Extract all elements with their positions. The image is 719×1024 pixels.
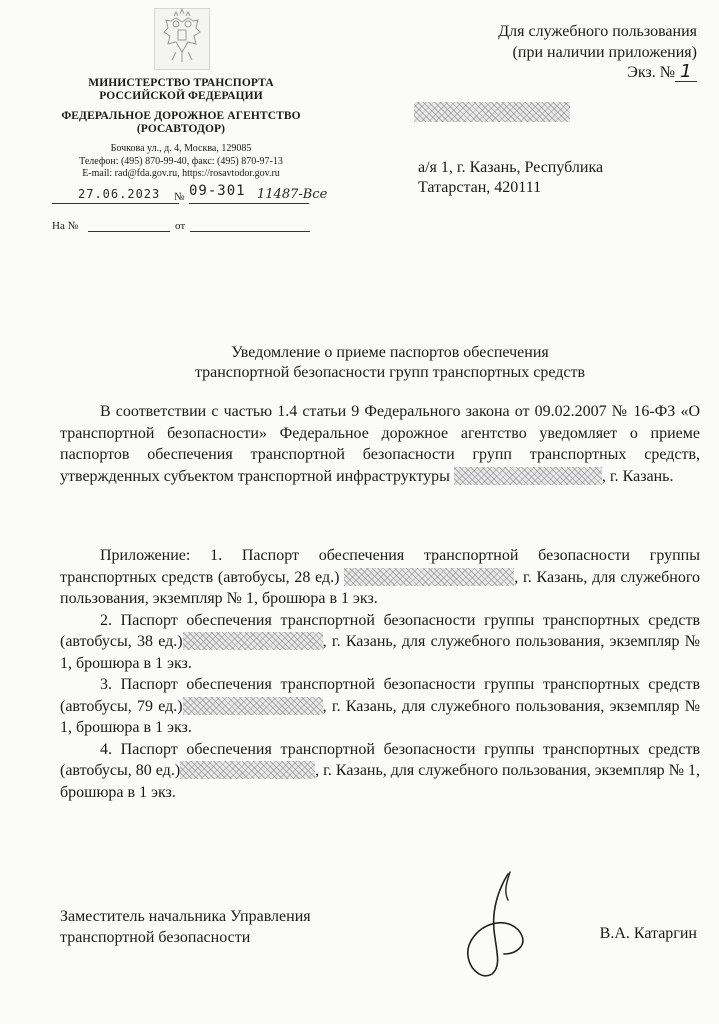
agency-email: E-mail: rad@fda.gov.ru, https://rosavtodor.gov.ru	[82, 168, 280, 179]
document-title	[40, 343, 719, 383]
agency-address: Бочкова ул., д. 4, Москва, 129085	[110, 143, 252, 154]
ministry-line-2: РОССИЙСКОЙ ФЕДЕРАЦИИ	[99, 90, 263, 102]
signatory-name: В.А. Катаргин	[599, 925, 697, 942]
attachments-list	[60, 545, 700, 803]
notification-paragraph	[60, 401, 700, 487]
classification-line-2: (при наличии приложения)	[512, 43, 697, 61]
coat-of-arms-icon	[154, 8, 210, 70]
attachment-3-head: 3. Паспорт обеспечения транспортной безопасности группы транспортных средств (автобусы, 79 ед.)	[60, 676, 700, 715]
attachment-3-tail: , г. Казань, для служебного пользования, экземпляр № 1, брошюра в 1 экз.	[60, 697, 700, 736]
redacted-entity-name	[183, 697, 323, 715]
attachment-2-tail: , г. Казань, для служебного пользования, экземпляр № 1, брошюра в 1 экз.	[60, 633, 700, 672]
copy-number: 1	[675, 63, 697, 82]
attachment-4-head: 4. Паспорт обеспечения транспортной безопасности группы транспортных средств (автобусы, 80 ед.)	[60, 740, 700, 779]
title-line-2: транспортной безопасности групп транспортных средств	[194, 364, 586, 381]
registration-number-label: №	[174, 191, 185, 203]
registration-number-handwritten: 11487-Все	[257, 187, 328, 202]
reference-label: На №	[52, 220, 79, 232]
reference-from-label: от	[175, 220, 186, 232]
copy-number-label: Экз. №	[627, 64, 675, 81]
ministry-line-1: МИНИСТЕРСТВО ТРАНСПОРТА	[88, 77, 274, 89]
recipient-line-2: Татарстан, 420111	[418, 179, 542, 196]
recipient-address	[418, 158, 603, 198]
attachment-1-tail: , г. Казань, для служебного пользования, экземпляр № 1, брошюра в 1 экз.	[60, 568, 701, 607]
registration-date-line	[52, 203, 179, 204]
title-line-1: Уведомление о приеме паспортов обеспечения	[231, 344, 549, 361]
para1-text: В соответствии с частью 1.4 статьи 9 Федерального закона от 09.02.2007 № 16-ФЗ «О транспортной безопасности» Федеральное дорожное агентство уведомляет о приеме паспортов обеспечения транспортной безопасности групп транспортных средств, утвержденных субъектом транспортной инфраструктуры	[60, 403, 700, 485]
agency-name	[52, 110, 310, 136]
position-line-2: транспортной безопасности	[60, 929, 251, 946]
ministry-name	[52, 77, 310, 103]
signatory-position	[60, 906, 311, 948]
redacted-recipient-name	[414, 102, 570, 122]
agency-phone: Телефон: (495) 870-99-40, факс: (495) 870-97-13	[79, 155, 283, 167]
registration-number: 09-301	[189, 183, 246, 199]
reference-number-line	[88, 231, 170, 232]
position-line-1: Заместитель начальника Управления	[60, 908, 311, 925]
attachment-item-1	[60, 545, 700, 610]
classification-line-1: Для служебного пользования	[498, 23, 697, 40]
signature-icon	[452, 870, 532, 980]
attachment-item-3	[60, 674, 700, 739]
classification-marking	[498, 22, 697, 84]
redacted-entity-name	[180, 761, 315, 779]
agency-contacts	[52, 143, 310, 181]
redacted-entity-name	[183, 632, 323, 650]
registration-date: 27.06.2023	[78, 187, 161, 201]
recipient-line-1: а/я 1, г. Казань, Республика	[418, 159, 604, 176]
reference-date-line	[190, 231, 310, 232]
copy-number-row	[498, 63, 697, 84]
redacted-entity-name	[344, 568, 514, 586]
attachment-1-head: Приложение: 1. Паспорт обеспечения транспортной безопасности группы транспортных средств (автобусы, 28 ед.)	[60, 547, 700, 586]
para1-tail: , г. Казань.	[601, 467, 674, 485]
attachment-item-4	[60, 739, 700, 804]
attachment-4-tail: , г. Казань, для служебного пользования, экземпляр № 1, брошюра в 1 экз.	[60, 762, 700, 801]
attachment-2-head: 2. Паспорт обеспечения транспортной безопасности группы транспортных средств (автобусы, 38 ед.)	[60, 611, 700, 650]
registration-number-line	[189, 203, 309, 204]
agency-line-2: (РОСАВТОДОР)	[136, 123, 226, 135]
attachment-item-2	[60, 610, 700, 675]
redacted-entity-name	[454, 467, 602, 485]
agency-line-1: ФЕДЕРАЛЬНОЕ ДОРОЖНОЕ АГЕНТСТВО	[61, 110, 301, 122]
